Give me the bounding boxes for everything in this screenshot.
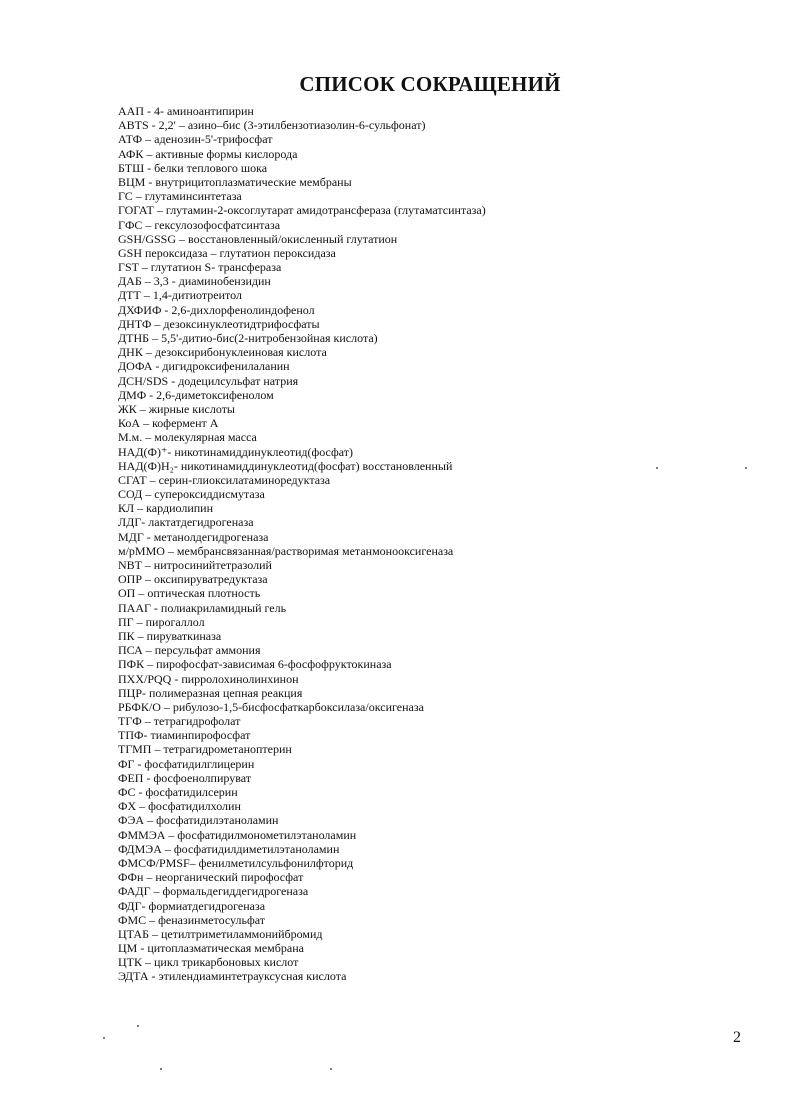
abbreviation-entry: ПФК – пирофосфат-зависимая 6-фосфофруктокиназа (118, 657, 392, 672)
abbreviation-entry: БТШ - белки теплового шока (118, 160, 268, 175)
scan-speck (745, 467, 747, 469)
abbreviation-entry: ЦТК – цикл трикарбоновых кислот (118, 955, 299, 970)
abbreviation-entry: м/рММО – мембрансвязанная/растворимая метанмонооксигеназа (118, 543, 454, 558)
abbreviation-entry: СОД – супероксиддисмутаза (118, 487, 265, 502)
abbreviation-entry: КоА – кофермент А (118, 416, 219, 431)
abbreviation-entry: ФФн – неорганический пирофосфат (118, 870, 304, 885)
abbreviation-entry: ААП - 4- аминоантипирин (118, 104, 254, 118)
abbreviation-entry: ПК – пируваткиназа (118, 628, 222, 643)
abbreviation-entry: ДТТ – 1,4-дитиотреитол (118, 288, 242, 303)
abbreviation-entry: ДНТФ – дезоксинуклеотидтрифосфаты (118, 316, 320, 331)
abbreviation-entry: ФС - фосфатидилсерин (118, 785, 238, 799)
abbreviation-entry: ОП – оптическая плотность (118, 586, 261, 601)
abbreviation-entry: АТФ – аденозин-5'-трифосфат (118, 132, 273, 147)
abbreviation-entry: ТГФ – тетрагидрофолат (118, 714, 241, 729)
abbreviation-entry: ФХ – фосфатидилхолин (118, 799, 241, 814)
abbreviation-entry: ДТНБ – 5,5'-дитио-бис(2-нитробензойная кислота) (118, 331, 378, 345)
abbreviation-entry: ДХФИФ - 2,6-дихлорфенолиндофенол (118, 302, 315, 317)
page-number: 2 (733, 1029, 741, 1046)
abbreviation-entry: ФЭА – фосфатидилэтаноламин (118, 813, 279, 828)
abbreviation-entry: ФМСФ/PMSF– фенилметилсульфонилфторид (118, 855, 354, 870)
abbreviation-entry: ГФС – гексулозофосфатсинтаза (118, 217, 281, 232)
abbreviation-entry: ГОГАТ – глутамин-2-оксоглутарат амидотрансфераза (глутаматсинтаза) (118, 203, 486, 218)
abbreviation-entry: ГС – глутаминсинтетаза (118, 189, 242, 204)
scan-speck (137, 1025, 139, 1027)
scan-speck (330, 1068, 332, 1070)
abbreviation-entry: ОПР – оксипируватредуктаза (118, 572, 268, 587)
abbreviation-entry: СГАТ – серин-глиоксилатаминоредуктаза (118, 472, 331, 487)
abbreviation-entry: ЭДТА - этилендиаминтетрауксусная кислота (118, 969, 347, 984)
abbreviation-entry: ФЕП - фосфоенолпируват (118, 770, 251, 785)
abbreviation-entry: М.м. – молекулярная масса (118, 430, 257, 445)
abbreviation-entry: ФММЭА – фосфатидилмонометилэтаноламин (118, 827, 357, 842)
abbreviation-entry: ЦМ - цитоплазматическая мембрана (118, 941, 304, 956)
abbreviation-entry: ПСА – персульфат аммония (118, 643, 261, 658)
abbreviation-entry: ПХХ/PQQ - пирролохинолинхинон (118, 671, 299, 686)
scan-speck (656, 467, 658, 469)
abbreviation-entry: АФК – активные формы кислорода (118, 146, 298, 161)
scan-speck (103, 1037, 105, 1039)
page-title: СПИСОК СОКРАЩЕНИЙ (299, 72, 561, 96)
abbreviation-entry: GSH/GSSG – восстановленный/окисленный глутатион (118, 231, 398, 246)
abbreviation-entry: ПЦР- полимеразная цепная реакция (118, 685, 303, 700)
abbreviation-entry: GSH пероксидаза – глутатион пероксидаза (118, 245, 336, 260)
abbreviation-entry: НАД(Ф)Н₂- никотинамиддинуклеотид(фосфат) восстановленный (118, 458, 453, 473)
abbreviation-entry: НАД(Ф)⁺- никотинамиддинуклеотид(фосфат) (118, 444, 354, 459)
abbreviation-entry: ЛДГ- лактатдегидрогеназа (118, 515, 254, 530)
abbreviation-entry: ДАБ – 3,3 - диаминобензидин (118, 274, 271, 289)
abbreviation-entry: ФГ - фосфатидилглицерин (118, 756, 255, 771)
abbreviation-entry: ЖК – жирные кислоты (118, 401, 235, 416)
abbreviation-entry: ВЦМ - внутрицитоплазматические мембраны (118, 174, 352, 189)
abbreviation-entry: РБФК/О – рибулозо-1,5-бисфосфаткарбоксилаза/оксигеназа (118, 699, 424, 714)
abbreviation-entry: ФДМЭА – фосфатидилдиметилэтаноламин (118, 841, 340, 856)
abbreviation-entry: ПГ – пирогаллол (118, 614, 205, 629)
abbreviation-entry: ФДГ- формиатдегидрогеназа (118, 898, 266, 913)
abbreviation-entry: ДНК – дезоксирибонуклеиновая кислота (118, 345, 327, 360)
abbreviation-entry: ABTS - 2,2' – азино–бис (3-этилбензотиазолин-6-сульфонат) (118, 118, 426, 133)
abbreviation-entry: КЛ – кардиолипин (118, 501, 214, 516)
abbreviation-entry: ТПФ- тиаминпирофосфат (118, 728, 251, 743)
abbreviation-entry: ПААГ - полиакриламидный гель (118, 600, 287, 615)
abbreviation-entry: ДОФА - дигидроксифенилаланин (118, 359, 290, 374)
abbreviation-entry: ЦТАБ – цетилтриметиламмонийбромид (118, 926, 323, 941)
abbreviation-entry: ФАДГ – формальдегиддегидрогеназа (118, 884, 309, 899)
abbreviation-entry: ТГМП – тетрагидрометаноптерин (118, 742, 292, 757)
abbreviation-entry: ДСН/SDS - додецилсульфат натрия (118, 373, 299, 388)
abbreviation-entry: МДГ - метанолдегидрогеназа (118, 529, 269, 544)
abbreviation-entry: ДМФ - 2,6-диметоксифенолом (118, 387, 274, 402)
abbreviation-entry: ГST – глутатион S- трансфераза (118, 260, 282, 275)
abbreviation-entry: ФМС – феназинметосульфат (118, 912, 266, 927)
scan-speck (160, 1068, 162, 1070)
abbreviation-entry: NBT – нитросинийтетразолий (118, 558, 272, 572)
abbreviation-list (118, 104, 486, 984)
